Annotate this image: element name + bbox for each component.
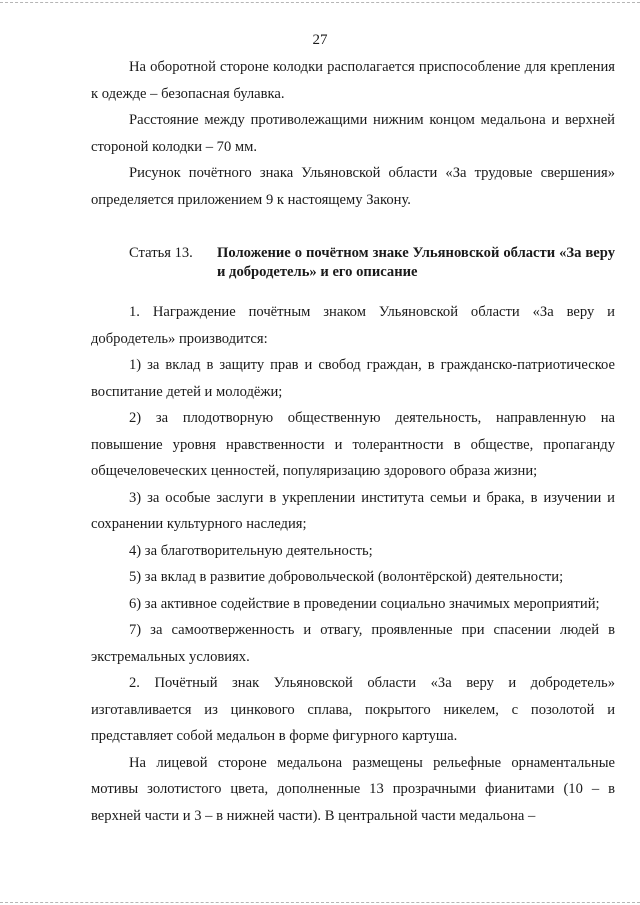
list-item-4: 4) за благотворительную деятельность;: [129, 542, 373, 559]
list-item-3: 3) за особые заслуги в укреплении института семьи и брака, в изучении и сохранении культурного наследия;: [91, 489, 615, 532]
paragraph-award-intro: 1. Награждение почётным знаком Ульяновской области «За веру и добродетель» производится:: [91, 304, 615, 347]
list-item-2: 2) за плодотворную общественную деятельность, направленную на повышение уровня нравственности и толерантности в обществе, пропаганду общечеловеческих ценностей, популяризацию здорового образа жизни;: [91, 410, 615, 479]
article-heading: [129, 244, 615, 282]
paragraph-drawing-reference: Рисунок почётного знака Ульяновской области «За трудовые свершения» определяется приложением 9 к настоящему Закону.: [91, 165, 615, 208]
article-title: Положение о почётном знаке Ульяновской области «За веру и добродетель» и его описание: [217, 245, 615, 280]
article-number: Статья 13.: [129, 245, 193, 261]
paragraph-medallion-front: На лицевой стороне медальона размещены рельефные орнаментальные мотивы золотистого цвета, дополненные 13 прозрачными фианитами (10 – в верхней части и 3 – в нижней части). В центральной части медальона –: [91, 754, 615, 824]
list-item-1: 1) за вклад в защиту прав и свобод граждан, в гражданско-патриотическое воспитание детей и молодёжи;: [91, 357, 615, 400]
paragraph-badge-material: 2. Почётный знак Ульяновской области «За веру и добродетель» изготавливается из цинкового сплава, покрытого никелем, с позолотой и представляет собой медальон в форме фигурного картуша.: [91, 675, 615, 744]
scan-top-edge: [0, 2, 640, 3]
page-number: 27: [312, 32, 328, 48]
paragraph-safety-pin: На оборотной стороне колодки располагается приспособление для крепления к одежде – безопасная булавка.: [91, 59, 615, 102]
list-item-5: 5) за вклад в развитие добровольческой (волонтёрской) деятельности;: [129, 569, 564, 585]
document-body: [91, 54, 615, 829]
paragraph-distance: Расстояние между противолежащими нижним концом медальона и верхней стороной колодки – 70 мм.: [91, 112, 615, 155]
list-item-6: 6) за активное содействие в проведении социально значимых мероприятий;: [129, 595, 600, 612]
list-item-7: 7) за самоотверженность и отвагу, проявленные при спасении людей в экстремальных условиях.: [91, 622, 615, 665]
scan-bottom-edge: [0, 902, 640, 903]
